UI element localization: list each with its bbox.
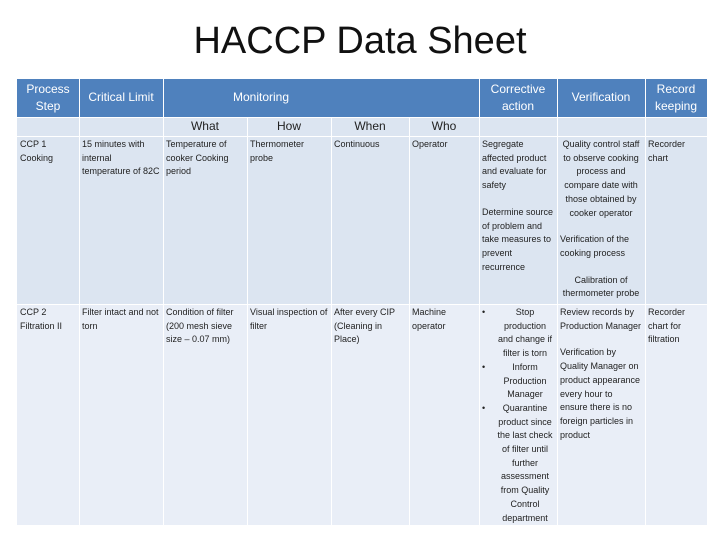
row1-what: Temperature of cooker Cooking period [163,136,247,304]
grid-divider [17,136,707,137]
grid-divider [479,79,480,525]
subheader-what: What [163,117,247,136]
header-process-step: Process Step [17,79,79,117]
row2-who: Machine operator [409,304,479,525]
row2-corrective-action [479,304,557,525]
row1-verification [557,136,645,304]
subheader-blank [17,117,79,136]
row2-process-step: CCP 2 Filtration II [17,304,79,525]
row2-critical-limit: Filter intact and not torn [79,304,163,525]
row1-corrective-item: Segregate affected product and evaluate for safety [482,139,547,191]
row2-verification-item: Review records by Production Manager [560,307,642,331]
grid-divider [163,79,164,525]
row2-what: Condition of filter (200 mesh sieve size – 0.07 mm) [163,304,247,525]
row1-who: Operator [409,136,479,304]
subheader-how: How [247,117,331,136]
grid-divider [557,79,558,525]
subheader-blank [79,117,163,136]
row2-corrective-item [482,306,554,361]
grid-divider [645,79,646,525]
row1-process-step: CCP 1 Cooking [17,136,79,304]
bullet-icon: • [482,402,486,413]
grid-divider [17,304,707,305]
row1-when: Continuous [331,136,409,304]
subheader-who: Who [409,117,479,136]
grid-divider [17,117,707,118]
row2-record-keeping: Recorder chart for filtration [645,304,707,525]
bullet-icon: • [482,361,486,372]
row2-verification-item: Verification by Quality Manager on product appearance every hour to ensure there is no foreign particles in product [560,347,641,440]
row1-corrective-item: Determine source of problem and take measures to prevent recurrence [482,206,554,272]
grid-divider [247,117,248,525]
row1-verification-item: Quality control staff to observe cooking process and compare date with those obtained by cooker operator [562,139,640,218]
row2-how: Visual inspection of filter [247,304,331,525]
header-critical-limit: Critical Limit [79,79,163,117]
header-corrective-action: Corrective action [479,79,557,117]
row1-how: Thermometer probe [247,136,331,304]
header-record-keeping: Record keeping [645,79,707,117]
row2-verification [557,304,645,525]
header-monitoring: Monitoring [163,79,479,117]
row1-record-keeping: Recorder chart [645,136,707,304]
row2-corrective-item [482,402,554,525]
haccp-table [17,79,707,525]
grid-divider [331,117,332,525]
row2-corrective-item [482,361,554,402]
subheader-blank [479,117,707,136]
grid-divider [409,117,410,525]
header-verification: Verification [557,79,645,117]
bullet-text: Quarantine product since the last check of filter until further assessment from Quality Control department [497,402,553,523]
subheader-when: When [331,117,409,136]
bullet-icon: • [482,307,486,317]
row1-verification-item: Verification of the cooking process [560,234,630,258]
grid-divider [79,79,80,525]
bullet-text: Inform Production Manager [503,361,547,400]
page-title: HACCP Data Sheet [193,20,527,62]
row2-when: After every CIP (Cleaning in Place) [331,304,409,525]
row1-verification-item: Calibration of thermometer probe [562,274,640,299]
row1-critical-limit: 15 minutes with internal temperature of 82C [79,136,163,304]
row1-corrective-action [479,136,557,304]
bullet-text: Stop production and change if filter is torn [497,307,553,359]
